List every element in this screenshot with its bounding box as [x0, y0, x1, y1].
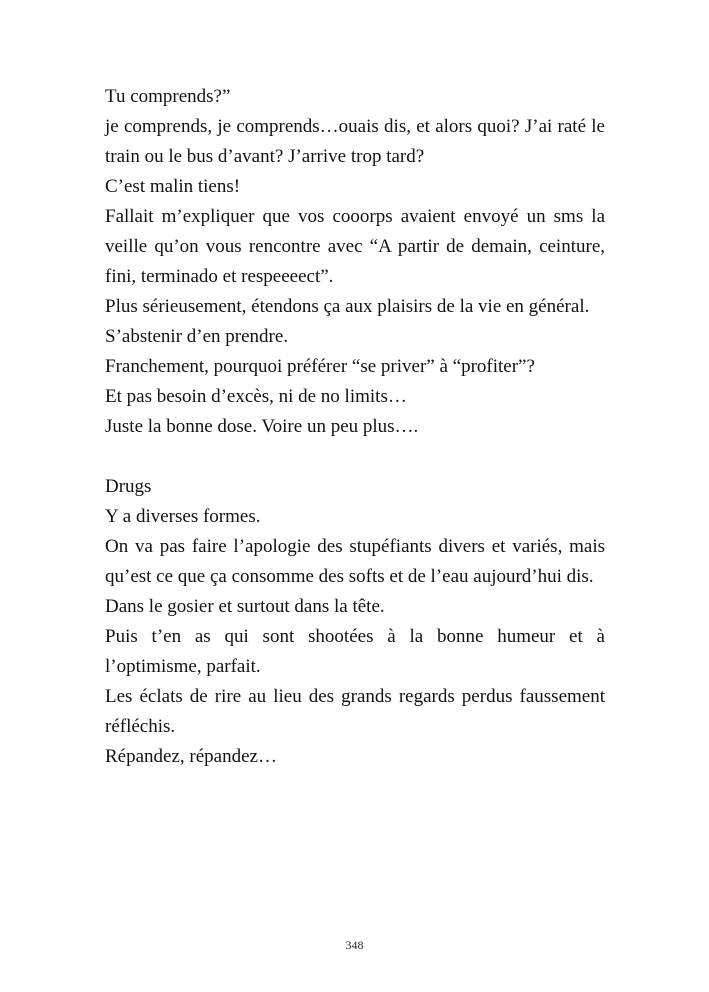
paragraph: On va pas faire l’apologie des stupéfiants divers et variés, mais qu’est ce que ça consomme des softs et de l’eau aujourd’hui dis. [105, 536, 605, 587]
paragraph: Répandez, répandez… [105, 746, 277, 767]
paragraph: Tu comprends?” [105, 86, 231, 107]
paragraph: Fallait m’expliquer que vos cooorps avaient envoyé un sms la veille qu’on vous rencontre avec “A partir de demain, ceinture, fini, terminado et respeeeect”. [105, 206, 605, 287]
paragraph: je comprends, je comprends…ouais dis, et alors quoi? J’ai raté le train ou le bus d’avant? J’arrive trop tard? [105, 116, 605, 167]
paragraph: Les éclats de rire au lieu des grands regards perdus faussement réfléchis. [105, 686, 605, 737]
paragraph: Dans le gosier et surtout dans la tête. [105, 596, 385, 617]
paragraph: S’abstenir d’en prendre. [105, 326, 289, 347]
paragraph: Franchement, pourquoi préférer “se priver” à “profiter”? [105, 356, 535, 377]
paragraph: Y a diverses formes. [105, 506, 261, 527]
paragraph: Et pas besoin d’excès, ni de no limits… [105, 386, 407, 407]
paragraph: C’est malin tiens! [105, 176, 241, 197]
page-number: 348 [345, 938, 364, 952]
text-block [105, 82, 605, 772]
paragraph: Plus sérieusement, étendons ça aux plaisirs de la vie en général. [105, 296, 590, 317]
paragraph: Juste la bonne dose. Voire un peu plus…. [105, 416, 419, 437]
paragraph: Drugs [105, 476, 152, 497]
paragraph: Puis t’en as qui sont shootées à la bonne humeur et à l’optimisme, parfait. [105, 626, 605, 677]
